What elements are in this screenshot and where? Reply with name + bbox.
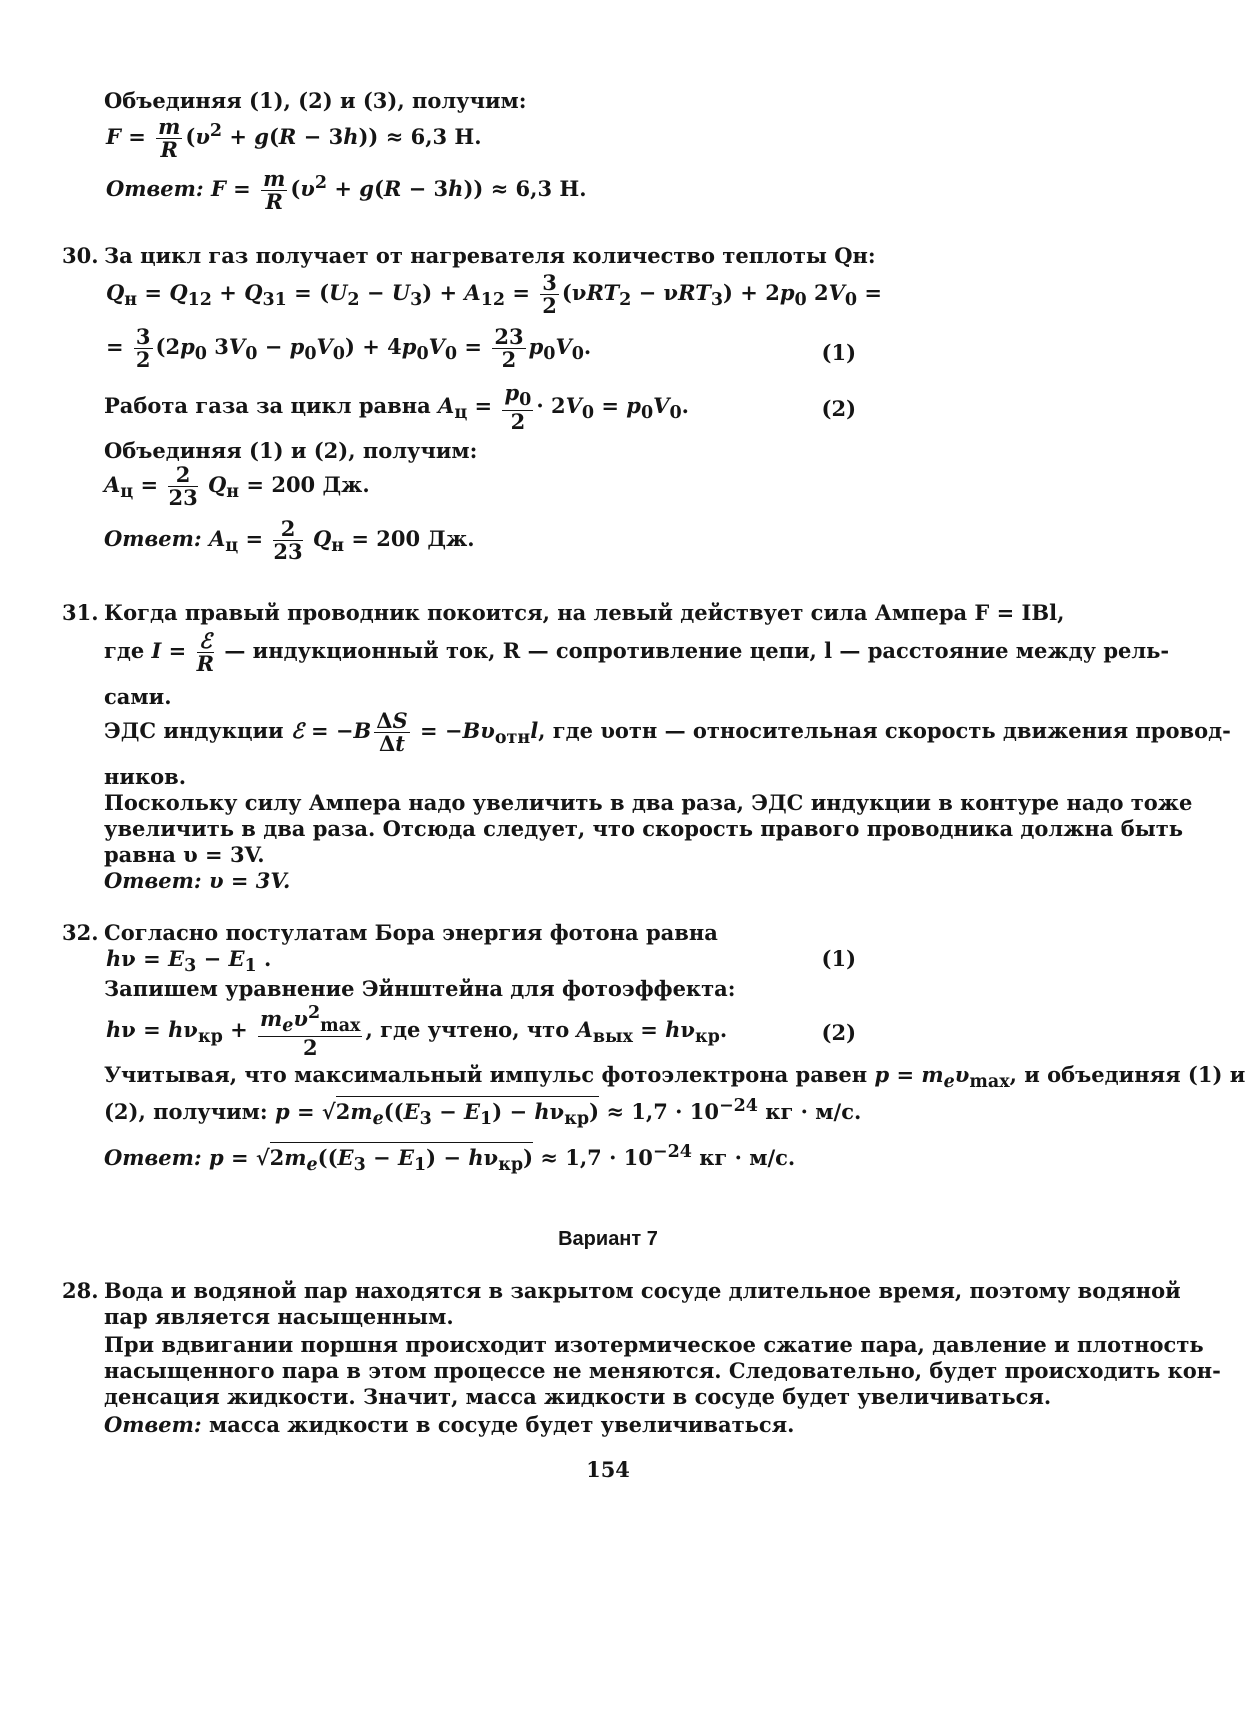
formula-force: F = $\frac{m}{R}$ $(\upsilon^2 + g(R - 3h)) \approx 6,3$ Н.: [106, 114, 482, 163]
answer-value: υ = 3V.: [208, 868, 291, 893]
formula-heat-2: = $\frac{3}{2}$ ($2p_0$ $3V_0 - p_0V_0) + 4p_0V_0$ = $\frac{23}{2}$ $p_0V_0$.: [106, 324, 592, 373]
formula-heat-1: $Q_н = Q_{12} + Q_{31} = (U_2 - U_3) + A_{12}$ = $\frac{3}{2}$ $(\nu RT_2 - \nu RT_3) + 2p_0$ $2V_0$ =: [106, 270, 883, 319]
answer-line: Ответ: F = $\frac{m}{R}$ $(\upsilon^2 + g(R - 3h)) \approx 6,3$ Н.: [106, 166, 587, 215]
text-line: Поскольку силу Ампера надо увеличить в два раза, ЭДС индукции в контуре надо тоже: [104, 790, 1193, 815]
text-line: Вода и водяной пар находятся в закрытом сосуде длительное время, поэтому водяной: [104, 1278, 1181, 1303]
text-line: Объединяя (1), (2) и (3), получим:: [104, 88, 527, 113]
answer-label: Ответ:: [104, 1412, 202, 1437]
answer-label: Ответ:: [104, 868, 202, 893]
variant-title: Вариант 7: [558, 1228, 658, 1250]
formula-einstein: $h\nu = h\nu_{кр}$ + $\frac{m_e\upsilon^2_{max}}{2}$ , где учтено, что $A_{вых} = h\nu_{кр}$.: [106, 1003, 728, 1060]
text-line: пар является насыщенным.: [104, 1304, 454, 1329]
text-line: денсация жидкости. Значит, масса жидкости в сосуде будет увеличиваться.: [104, 1384, 1052, 1409]
text-fragment: — индукционный ток, R — сопротивление цепи, l — расстояние между рель-: [224, 638, 1170, 664]
text-fragment: Учитывая, что максимальный импульс фотоэлектрона равен: [104, 1062, 868, 1087]
work-line: Работа газа за цикл равна $A_ц$ = $\frac{p_0}{2}$ · $2V_0 = p_0V_0$.: [104, 380, 689, 434]
equation-label: (1): [821, 946, 856, 971]
text-line: Согласно постулатам Бора энергия фотона равна: [104, 920, 718, 945]
page-number: 154: [586, 1457, 630, 1482]
equation-label: (2): [821, 396, 856, 421]
answer-line: [104, 868, 290, 893]
text-line: Запишем уравнение Эйнштейна для фотоэффекта:: [104, 976, 736, 1001]
text-fragment: (2), получим:: [104, 1099, 268, 1124]
text-fragment: , где υотн — относительная скорость движения провод-: [538, 718, 1231, 744]
text-line: где I = $\frac{\text{ℰ}}{R}$ — индукционный ток, R — сопротивление цепи, l — расстояние между рель-: [104, 628, 1170, 677]
answer-line: [104, 1412, 794, 1437]
text-line: сами.: [104, 684, 172, 709]
problem-number: 31.: [62, 600, 99, 625]
answer-label: Ответ:: [104, 526, 202, 552]
problem-30-intro: За цикл газ получает от нагревателя количество теплоты Qн:: [104, 243, 876, 268]
text-line: Объединяя (1) и (2), получим:: [104, 438, 478, 463]
text-line: При вдвигании поршня происходит изотермическое сжатие пара, давление и плотность: [104, 1332, 1204, 1357]
equation-label: (1): [821, 340, 856, 365]
formula-momentum: (2), получим: $p = √2m_e((E_3 - E_1) - h\nu_{кр}) \approx 1,7 \cdot 10^{-24}$ кг · м/с.: [104, 1096, 862, 1130]
text-line: увеличить в два раза. Отсюда следует, что скорость правого проводника должна быть: [104, 816, 1184, 841]
answer-value: масса жидкости в сосуде будет увеличиваться.: [208, 1412, 795, 1437]
problem-number: 28.: [62, 1278, 99, 1303]
formula-work: $A_ц$ = $\frac{2}{23}$ $Q_н = 200$ Дж.: [104, 462, 370, 511]
answer-line: Ответ: $A_ц$ = $\frac{2}{23}$ $Q_н = 200$ Дж.: [104, 516, 475, 565]
answer-label: Ответ:: [106, 176, 204, 202]
text-line: Когда правый проводник покоится, на левый действует сила Ампера F = IBl,: [104, 600, 1065, 625]
answer-line: Ответ: $p = √2m_e((E_3 - E_1) - h\nu_{кр}) \approx 1,7 \cdot 10^{-24}$ кг · м/с.: [104, 1142, 796, 1176]
text-line: ников.: [104, 764, 187, 789]
text-fragment: ЭДС индукции: [104, 718, 284, 744]
formula-bohr: $h\nu = E_3 - E_1$ .: [106, 946, 272, 977]
problem-number: 30.: [62, 243, 99, 268]
equation-label: (2): [821, 1020, 856, 1045]
answer-label: Ответ:: [104, 1145, 202, 1170]
text-fragment: , и объединяя (1) и: [1009, 1062, 1245, 1087]
problem-number: 32.: [62, 920, 99, 945]
text-line: Учитывая, что максимальный импульс фотоэлектрона равен $p = m_e\upsilon_{max}$, и объединяя (1) и: [104, 1062, 1245, 1093]
text-line: равна υ = 3V.: [104, 842, 265, 867]
text-line: насыщенного пара в этом процессе не меняются. Следовательно, будет происходить кон-: [104, 1358, 1221, 1383]
text-fragment: где: [104, 638, 145, 664]
text-line: ЭДС индукции ℰ = −B $\frac{\Delta S}{\Delta t}$ = $-B\upsilon_{отн}l$, где υотн — относительная скорость движения провод-: [104, 708, 1231, 757]
work-text: Работа газа за цикл равна: [104, 392, 431, 418]
